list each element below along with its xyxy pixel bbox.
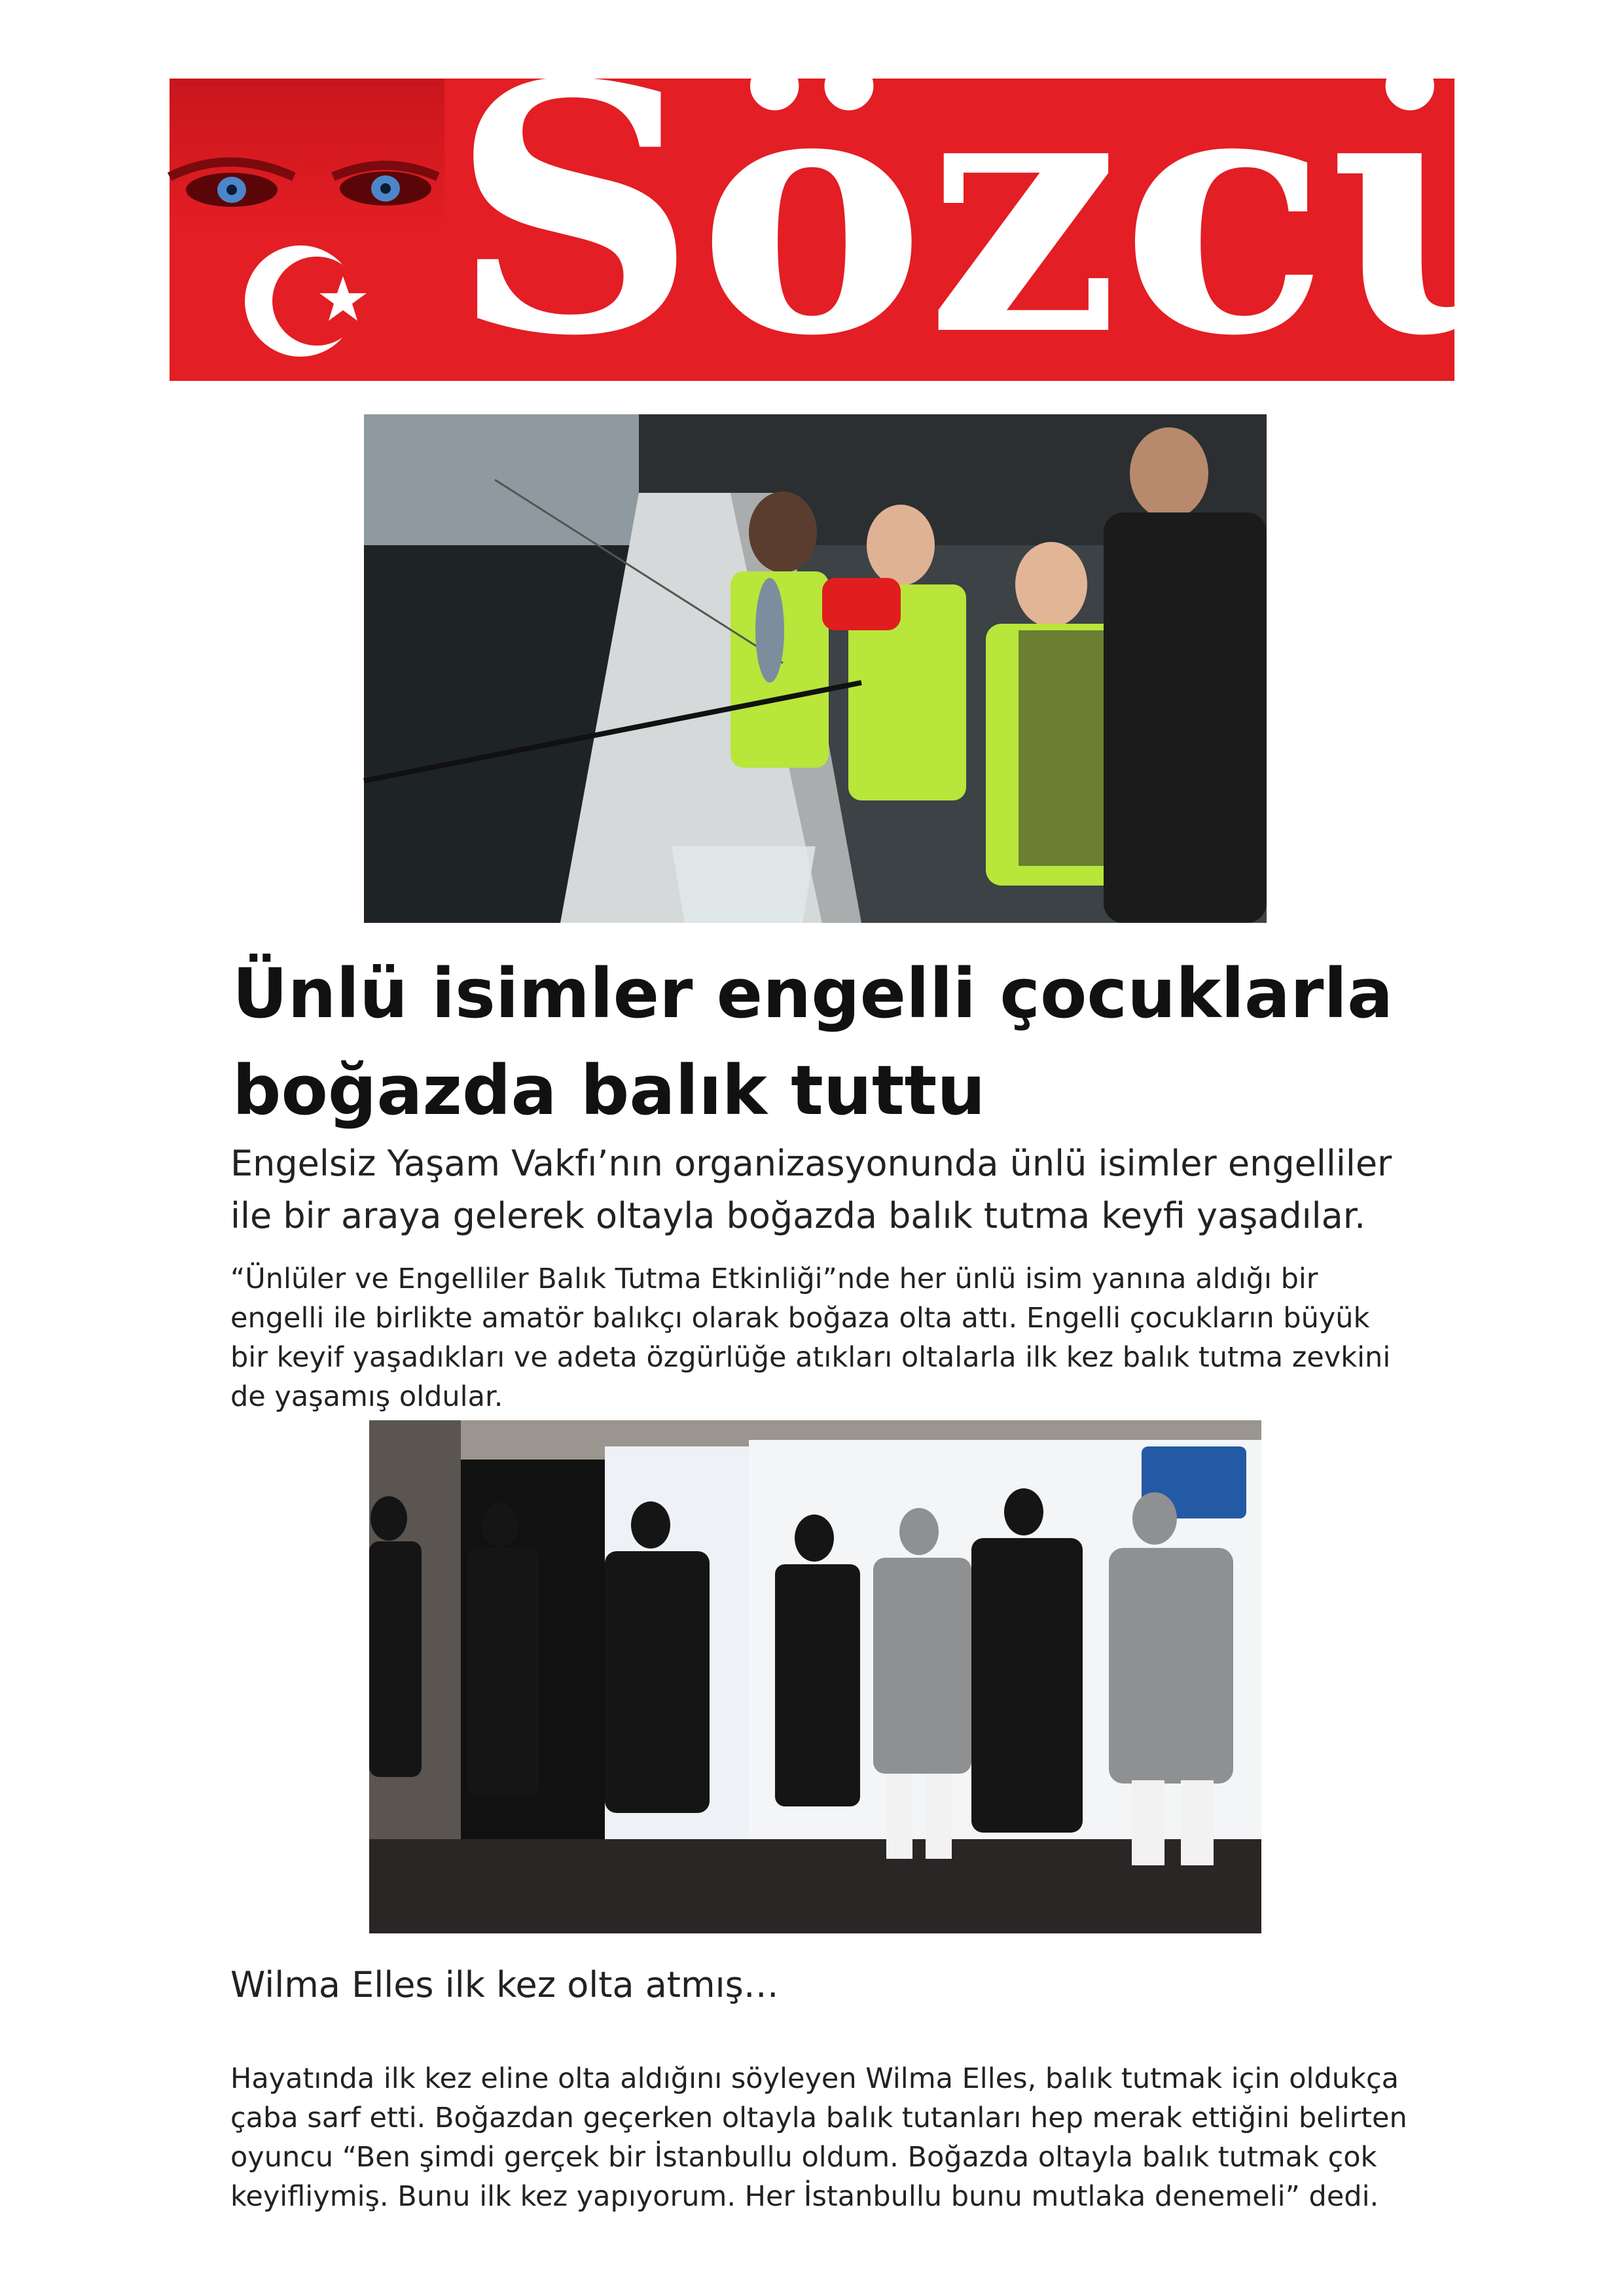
article-headline [232, 945, 1411, 1139]
article-paragraph-2: Hayatında ilk kez eline olta aldığını söyleyen Wilma Elles, balık tutmak için oldukça çaba sarf etti. Boğazdan geçerken oltayla balık tutanları hep merak ettiğini belirten oyuncu “Ben şimdi gerçek bir İstanbullu oldum. Boğazda oltayla balık tutmak çok keyifliymiş. Bunu ilk kez yapıyorum. Her İstanbullu bunu mutlaka denemeli” dedi. [230, 2062, 1407, 2213]
article-paragraph-1: “Ünlüler ve Engelliler Balık Tutma Etkinliği”nde her ünlü isim yanına aldığı bir engelli ile birlikte amatör balıkçı olarak boğaza olta attı. Engelli çocukların büyük bir keyif yaşadıkları ve adeta özgürlüğe atıkları oltalarla ilk kez balık tutma zevkini de yaşamış oldular. [230, 1263, 1391, 1413]
article-subhead: Wilma Elles ilk kez olta atmış… [230, 1964, 779, 2005]
stage-performance-photo [369, 1420, 1261, 1933]
photo-fishing-icon [364, 414, 1267, 923]
newspaper-masthead [170, 10, 1579, 410]
headline-line-2: boğazda balık tuttu [232, 1050, 986, 1130]
crescent-star-icon [228, 229, 386, 360]
headline-line-1: Ünlü isimler engelli çocuklarla [232, 954, 1394, 1033]
ataturk-eyes-graphic [170, 79, 444, 229]
article-lead: Engelsiz Yaşam Vakfı’nın organizasyonunda ünlü isimler engelliler ile bir araya gelerek oltayla boğazda balık tutma keyfi yaşadılar. [230, 1143, 1392, 1236]
sozcu-logo: Sözcü [451, 10, 1579, 410]
photo-stage-icon [369, 1420, 1261, 1933]
fishing-event-photo [364, 414, 1267, 923]
